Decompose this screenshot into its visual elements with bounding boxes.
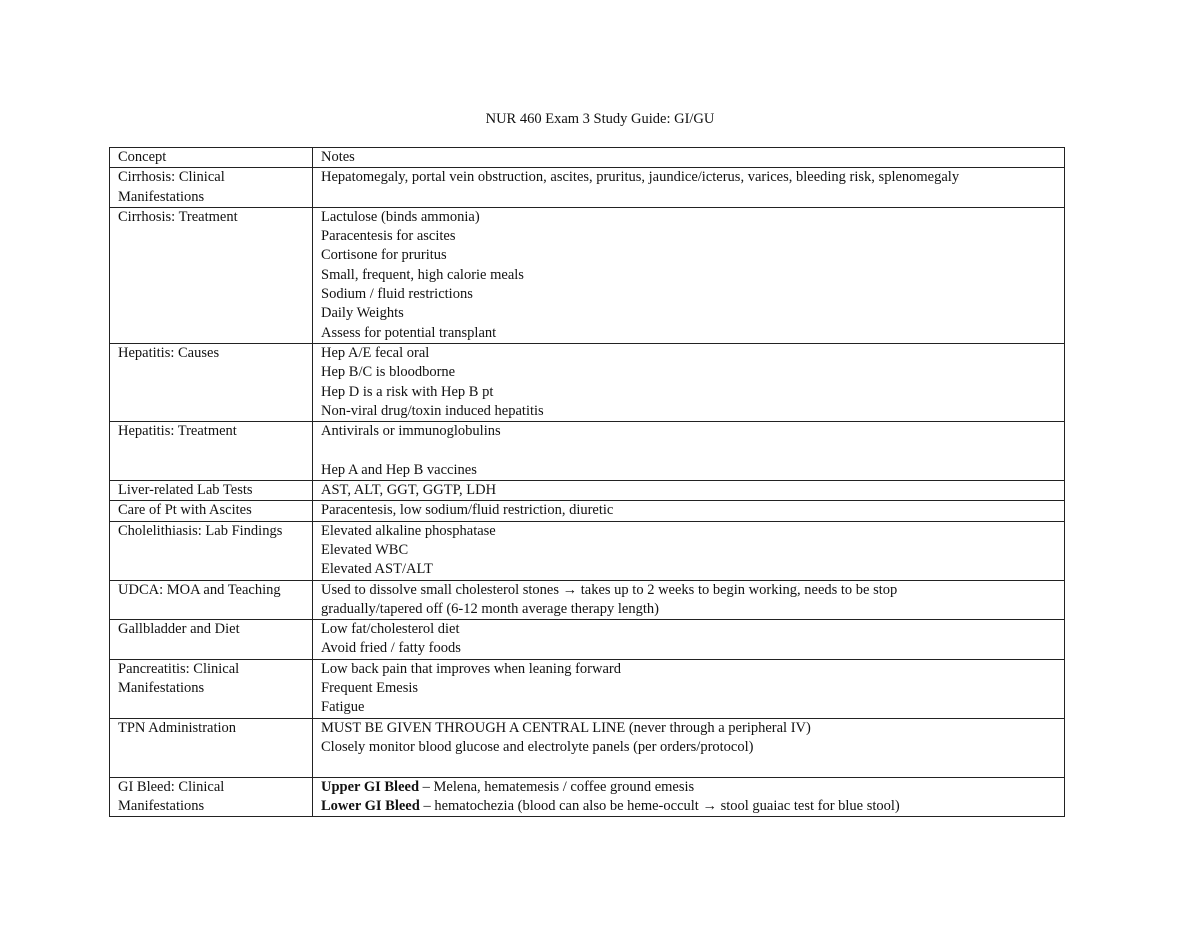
note-line: Hep A and Hep B vaccines [321, 461, 477, 478]
note-text: – Melena, hematemesis / coffee ground emesis [419, 778, 695, 795]
note-line: Hep A/E fecal oral [321, 344, 430, 361]
note-line: Non-viral drug/toxin induced hepatitis [321, 402, 544, 419]
notes-cell [313, 580, 1065, 620]
note-emphasis: Upper GI Bleed [321, 778, 420, 795]
table-header-row [110, 148, 1065, 168]
concept-cell: Pancreatitis: Clinical Manifestations [110, 659, 313, 718]
notes-cell [313, 718, 1065, 777]
table-row [110, 718, 1065, 777]
concept-cell: Hepatitis: Treatment [110, 422, 313, 481]
table-row [110, 207, 1065, 343]
note-line [321, 757, 1056, 776]
table-row [110, 481, 1065, 501]
concept-cell: Liver-related Lab Tests [110, 481, 313, 501]
concept-cell: Cirrhosis: Clinical Manifestations [110, 168, 313, 208]
study-guide-table [109, 147, 1065, 817]
concept-cell: Care of Pt with Ascites [110, 501, 313, 521]
header-concept: Concept [110, 148, 313, 168]
note-text: – hematochezia (blood can also be heme-occult → stool guaiac test for blue stool) [419, 797, 900, 814]
notes-cell [313, 343, 1065, 421]
note-line: Elevated WBC [321, 541, 409, 558]
note-line: Closely monitor blood glucose and electrolyte panels (per orders/protocol) [321, 738, 754, 755]
notes-cell [313, 168, 1065, 208]
note-line: Fatigue [321, 699, 365, 716]
table-row [110, 620, 1065, 660]
note-line: Low fat/cholesterol diet [321, 621, 460, 638]
concept-cell: Gallbladder and Diet [110, 620, 313, 660]
concept-cell: Hepatitis: Causes [110, 343, 313, 421]
notes-cell [313, 659, 1065, 718]
note-line: MUST BE GIVEN THROUGH A CENTRAL LINE (never through a peripheral IV) [321, 719, 811, 736]
note-line: Hepatomegaly, portal vein obstruction, ascites, pruritus, jaundice/icterus, varices, bleeding risk, splenomegaly [321, 169, 960, 186]
note-line: Elevated AST/ALT [321, 561, 433, 578]
notes-cell [313, 521, 1065, 580]
note-line: Small, frequent, high calorie meals [321, 266, 524, 283]
note-line [321, 778, 1056, 797]
header-notes: Notes [313, 148, 1065, 168]
concept-cell: UDCA: MOA and Teaching [110, 580, 313, 620]
concept-cell: Cirrhosis: Treatment [110, 207, 313, 343]
page-title: NUR 460 Exam 3 Study Guide: GI/GU [485, 111, 715, 127]
table-row [110, 168, 1065, 208]
notes-cell [313, 777, 1065, 817]
concept-cell: Cholelithiasis: Lab Findings [110, 521, 313, 580]
note-line: gradually/tapered off (6-12 month average therapy length) [321, 600, 659, 617]
note-line: Lactulose (binds ammonia) [321, 208, 480, 225]
note-line: Elevated alkaline phosphatase [321, 522, 496, 539]
table-row [110, 777, 1065, 817]
table-row [110, 343, 1065, 421]
note-line: Antivirals or immunoglobulins [321, 423, 501, 440]
notes-cell [313, 501, 1065, 521]
concept-cell: TPN Administration [110, 718, 313, 777]
note-line: Paracentesis for ascites [321, 228, 456, 245]
note-line: Used to dissolve small cholesterol stones → takes up to 2 weeks to begin working, needs to be stop [321, 581, 898, 598]
notes-cell [313, 481, 1065, 501]
table-row [110, 521, 1065, 580]
note-line [321, 797, 1056, 816]
notes-cell [313, 620, 1065, 660]
note-line [321, 441, 1056, 460]
note-line: Daily Weights [321, 305, 404, 322]
note-line: Paracentesis, low sodium/fluid restriction, diuretic [321, 502, 614, 519]
note-line: AST, ALT, GGT, GGTP, LDH [321, 482, 497, 499]
table-row [110, 501, 1065, 521]
note-line: Hep B/C is bloodborne [321, 364, 456, 381]
note-line: Sodium / fluid restrictions [321, 286, 473, 303]
notes-cell [313, 207, 1065, 343]
note-line: Assess for potential transplant [321, 324, 497, 341]
note-line: Cortisone for pruritus [321, 247, 447, 264]
table-row [110, 422, 1065, 481]
note-line: Frequent Emesis [321, 680, 419, 697]
table-row [110, 659, 1065, 718]
note-line: Low back pain that improves when leaning forward [321, 660, 621, 677]
note-emphasis: Lower GI Bleed [321, 797, 420, 814]
table-row [110, 580, 1065, 620]
notes-cell [313, 422, 1065, 481]
note-line: Hep D is a risk with Hep B pt [321, 383, 494, 400]
note-line: Avoid fried / fatty foods [321, 640, 461, 657]
concept-cell: GI Bleed: Clinical Manifestations [110, 777, 313, 817]
